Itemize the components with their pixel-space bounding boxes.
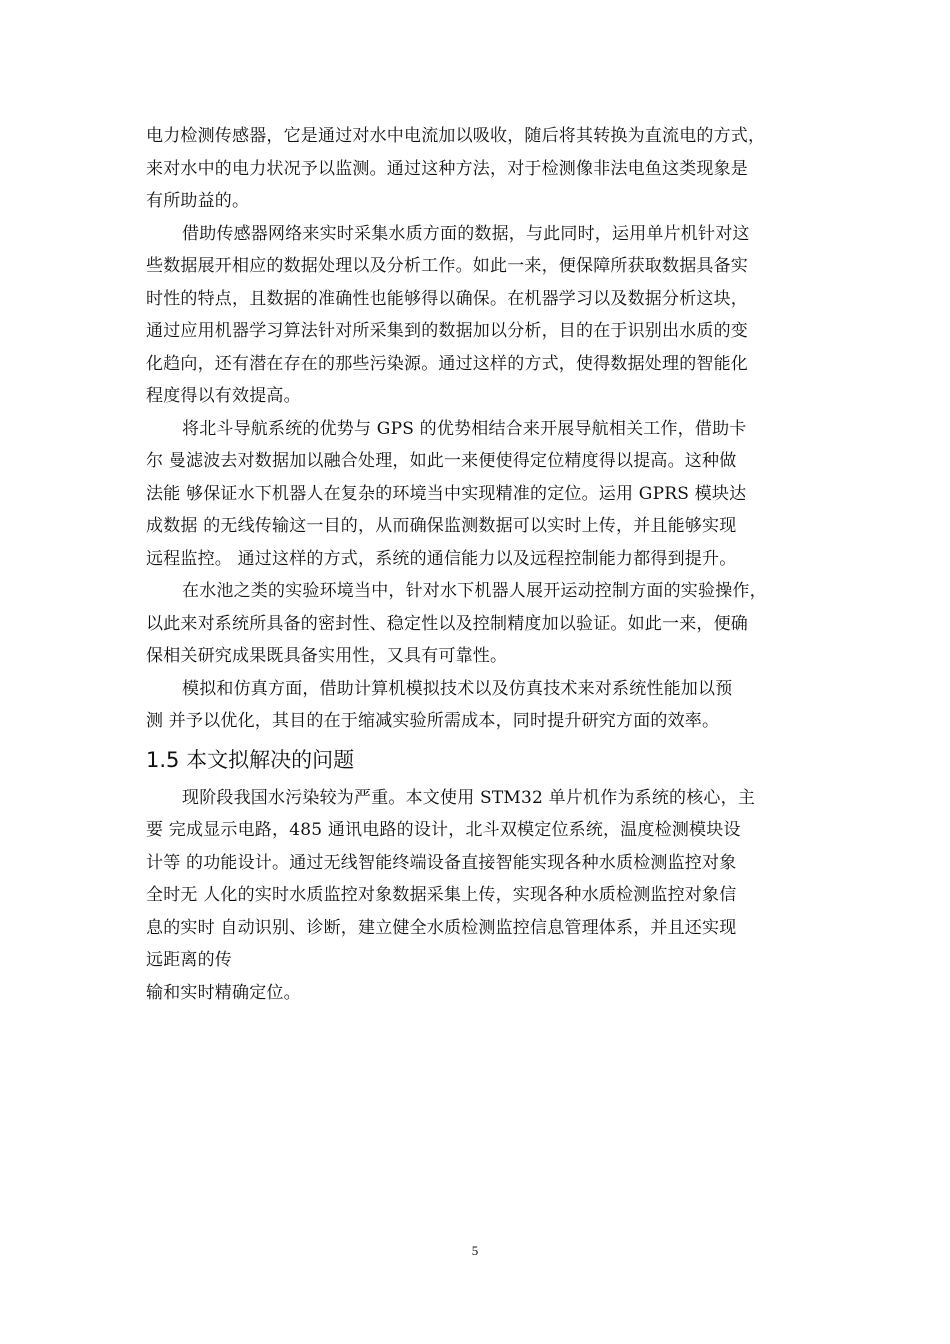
text-line: 法能 够保证水下机器人在复杂的环境当中实现精准的定位。运用 GPRS 模块达 [146, 483, 747, 504]
text-line: 电力检测传感器，它是通过对水中电流加以吸收，随后将其转换为直流电的方式， [146, 126, 766, 146]
section-heading: 1.5 本文拟解决的问题 [146, 747, 355, 772]
page-content [146, 120, 814, 1009]
text-line: 尔 曼滤波去对数据加以融合处理，如此一来便使得定位精度得以提高。这种做 [146, 451, 737, 471]
text-line: 有所助益的。 [146, 191, 250, 211]
text-line: 现阶段我国水污染较为严重。本文使用 STM32 单片机作为系统的核心，主 [182, 787, 756, 808]
paragraph-electric-sensor [146, 120, 814, 218]
text-line: 要 完成显示电路，485 通讯电路的设计，北斗双模定位系统，温度检测模块设 [146, 820, 741, 840]
text-line: 全时无 人化的实时水质监控对象数据采集上传，实现各种水质检测监控对象信 [146, 885, 737, 905]
paragraph-experiment [146, 575, 814, 673]
text-line: 远距离的传 [146, 950, 232, 970]
text-line: 时性的特点，且数据的准确性也能够得以确保。在机器学习以及数据分析这块， [146, 288, 748, 309]
paragraph-simulation [146, 673, 814, 738]
text-line: 借助传感器网络来实时采集水质方面的数据，与此同时，运用单片机针对这 [182, 223, 750, 244]
text-line: 远程监控。 通过这样的方式，系统的通信能力以及远程控制能力都得到提升。 [146, 548, 737, 569]
text-line: 息的实时 自动识别、诊断，建立健全水质检测监控信息管理体系，并且还实现 [146, 917, 737, 938]
text-line: 来对水中的电力状况予以监测。通过这种方法，对于检测像非法电鱼这类现象是 [146, 158, 748, 179]
paragraph-sensor-network [146, 218, 814, 413]
text-line: 保相关研究成果既具备实用性，又具有可靠性。 [146, 646, 508, 666]
text-line: 模拟和仿真方面，借助计算机模拟技术以及仿真技术来对系统性能加以预 [182, 678, 733, 699]
text-line: 化趋向，还有潜在存在的那些污染源。通过这样的方式，使得数据处理的智能化 [146, 353, 748, 374]
text-line: 计等 的功能设计。通过无线智能终端设备直接智能实现各种水质检测监控对象 [146, 852, 737, 873]
text-line: 将北斗导航系统的优势与 GPS 的优势相结合来开展导航相关工作，借助卡 [182, 418, 747, 439]
text-line: 测 并予以优化，其目的在于缩减实验所需成本，同时提升研究方面的效率。 [146, 711, 720, 731]
text-line: 以此来对系统所具备的密封性、稳定性以及控制精度加以验证。如此一来，便确 [146, 613, 748, 634]
text-line: 成数据 的无线传输这一目的，从而确保监测数据可以实时上传，并且能够实现 [146, 516, 737, 536]
page-number: 5 [471, 1243, 479, 1258]
text-line: 在水池之类的实验环境当中，针对水下机器人展开运动控制方面的实验操作， [182, 581, 767, 601]
text-line: 些数据展开相应的数据处理以及分析工作。如此一来，便保障所获取数据具备实 [146, 256, 748, 276]
text-line: 通过应用机器学习算法针对所采集到的数据加以分析，目的在于识别出水质的变 [146, 321, 748, 341]
paragraph-problem [146, 782, 814, 1010]
text-line: 输和实时精确定位。 [146, 982, 301, 1003]
paragraph-navigation [146, 413, 814, 576]
text-line: 程度得以有效提高。 [146, 386, 301, 406]
